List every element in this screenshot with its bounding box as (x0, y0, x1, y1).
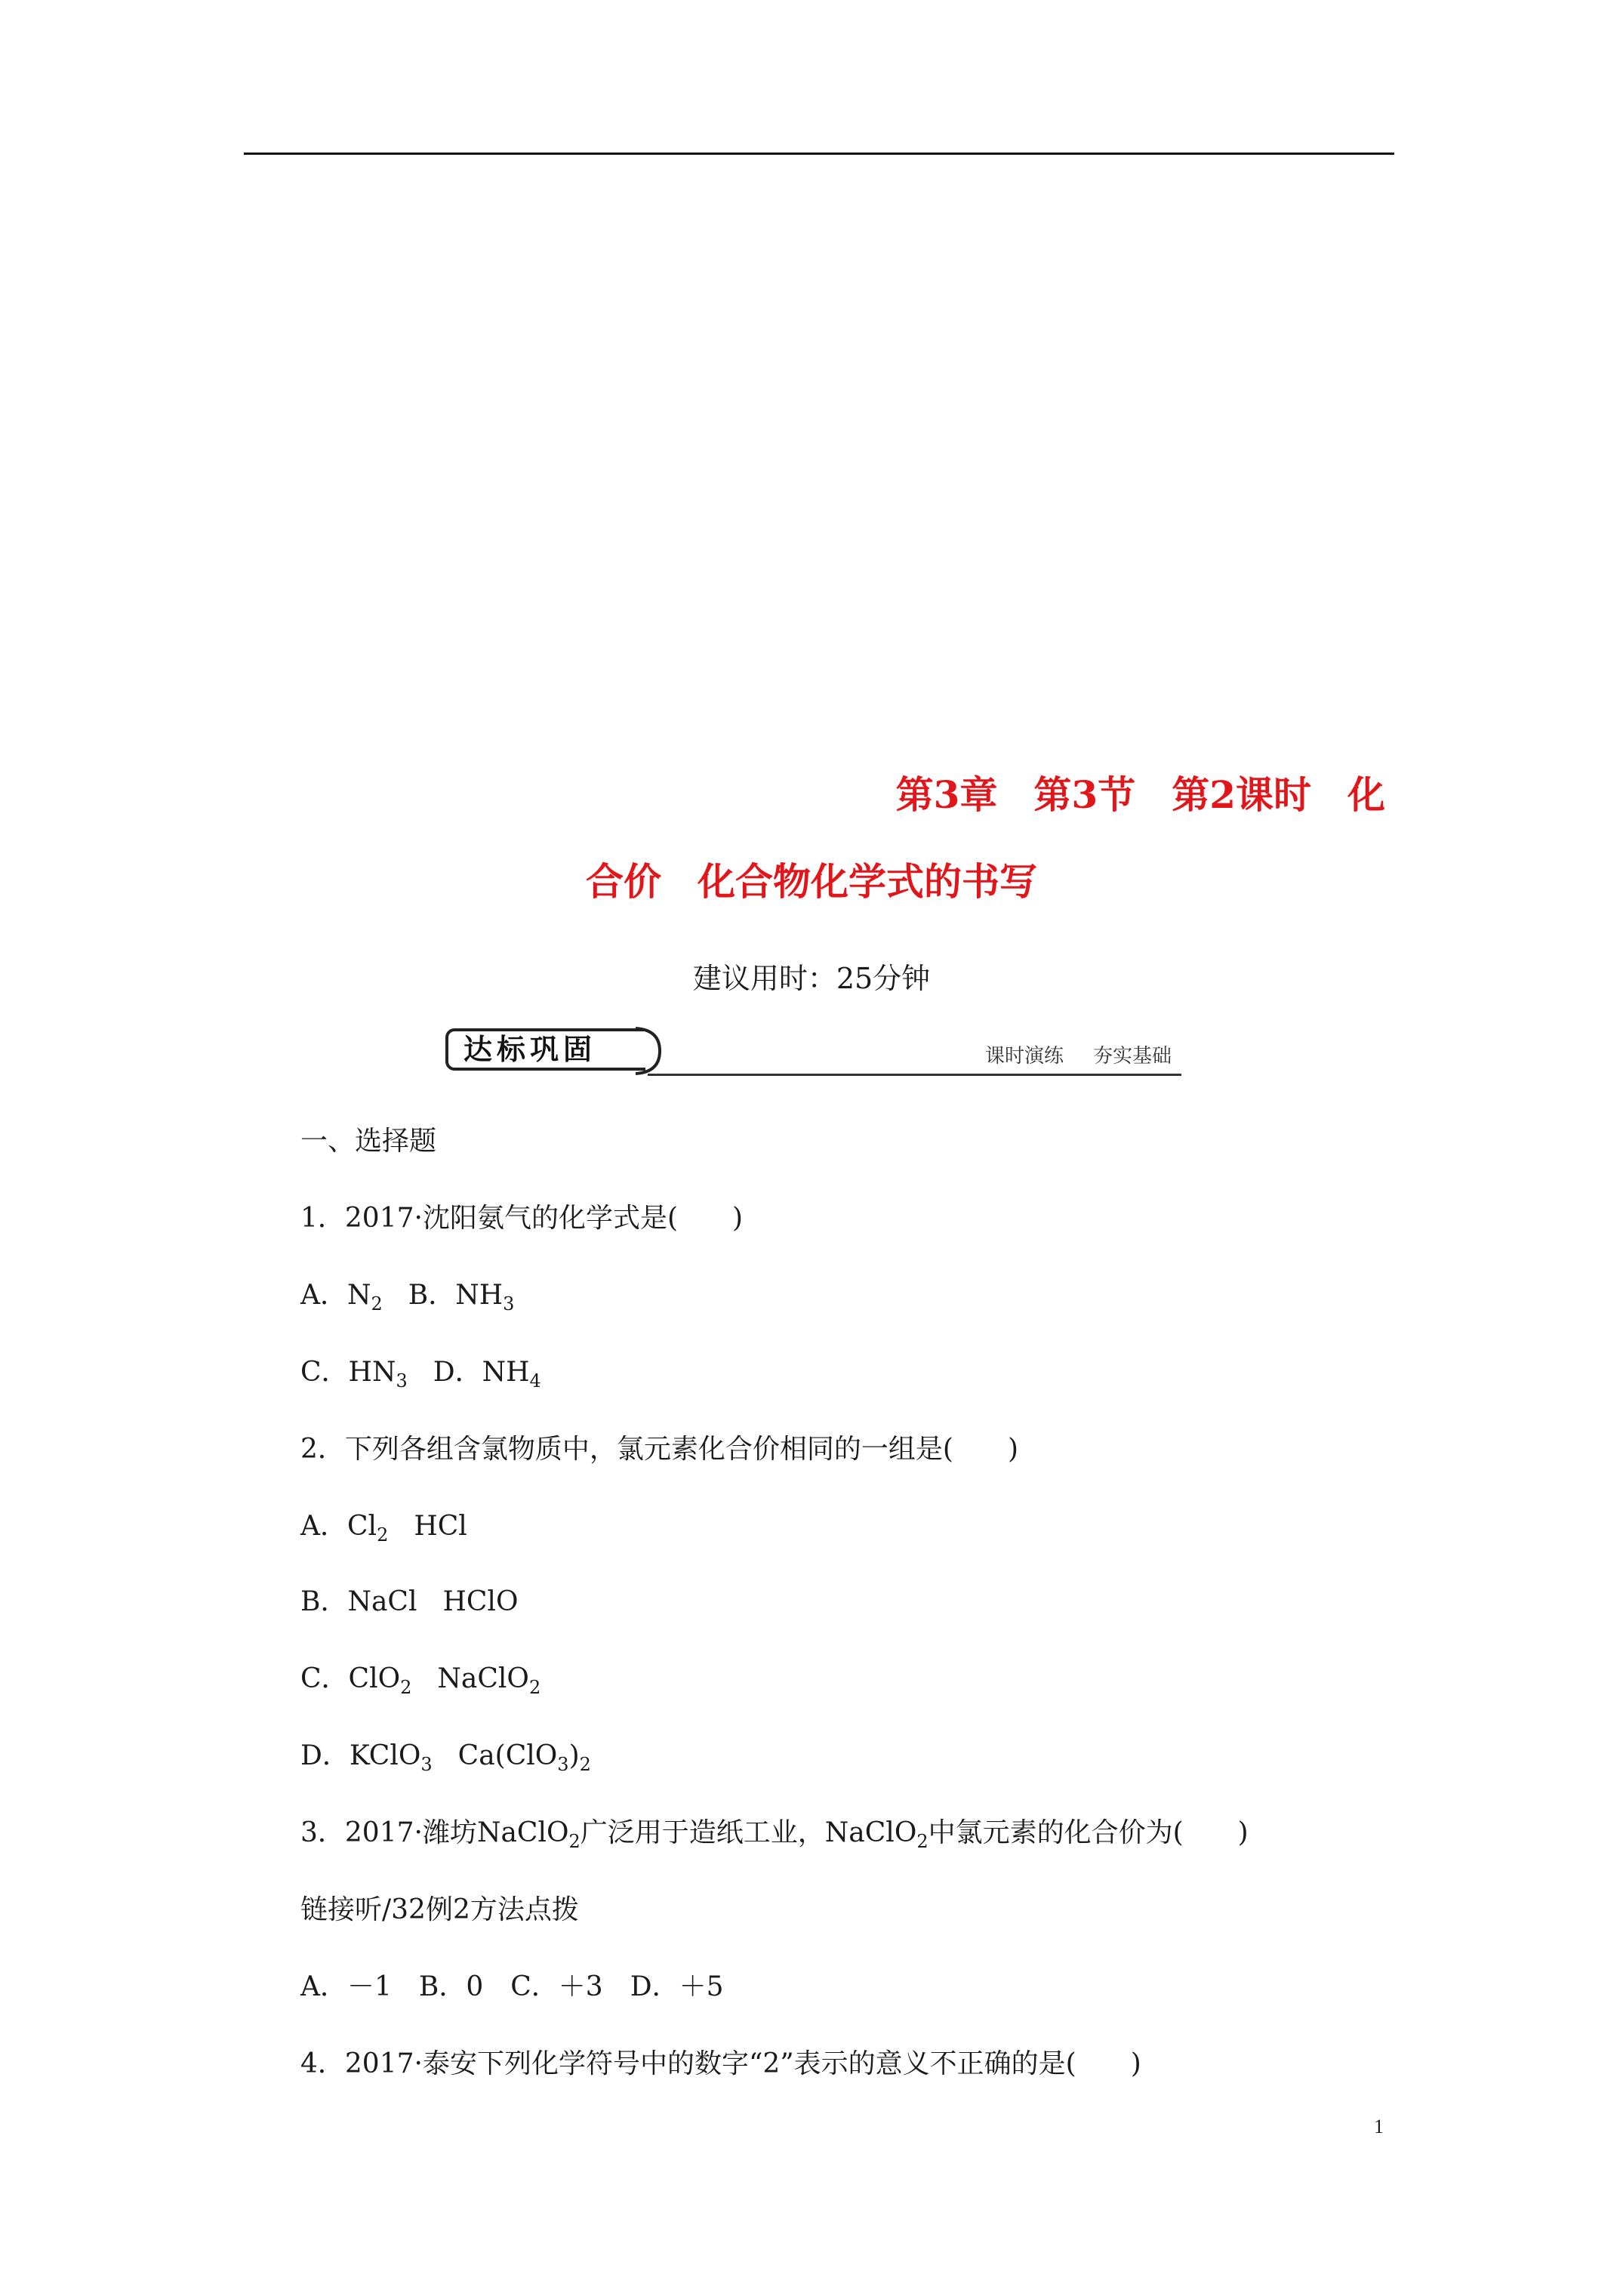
section-banner (445, 1025, 1181, 1078)
question-4-stem: 4．2017·泰安下列化学符号中的数字“2”表示的意义不正确的是( ) (300, 2048, 1141, 2079)
suggested-time: 建议用时：25分钟 (692, 962, 931, 995)
question-3-options: A．－1 B．0 C．＋3 D．＋5 (300, 1971, 724, 2002)
title-chapter: 第3章 (895, 772, 998, 817)
question-3-stem: 3．2017·潍坊NaClO$_2$广泛用于造纸工业，NaClO$_2$中氯元素的化合价为( ) (300, 1817, 1249, 1852)
section-heading: 一、选择题 (300, 1126, 437, 1157)
document-title-line1 (896, 772, 1385, 818)
question-1-options-cd: C．$HN_3$ D．$NH_4$ (300, 1357, 541, 1391)
title-section: 第3节 (1033, 772, 1136, 817)
document-title-line2 (0, 859, 1623, 905)
page-number: 1 (1374, 2116, 1384, 2137)
header-rule (244, 153, 1394, 155)
q2-option-c: C．ClO$_2$ NaClO$_2$ (300, 1663, 541, 1698)
q1-option-c: C．HN (300, 1357, 396, 1388)
title-lesson: 第2课时 (1172, 772, 1311, 817)
question-2-stem: 2．下列各组含氯物质中，氯元素化合价相同的一组是( ) (300, 1434, 1018, 1465)
q2-option-a: A．$Cl_2$ HCl (300, 1511, 467, 1546)
q2-option-d: D．KClO$_3$ $Ca(ClO_3)_2$ (300, 1740, 591, 1775)
title-topic-start: 化 (1347, 772, 1385, 817)
q2-option-b: B．NaCl HClO (300, 1586, 519, 1617)
question-3-link: 链接听/32例2方法点拨 (300, 1894, 579, 1925)
q1-option-b: B．NH (408, 1280, 504, 1311)
banner-badge-edge (634, 1025, 664, 1078)
q1-option-a: A．N (300, 1280, 371, 1311)
banner-tag-practice: 课时演练 (985, 1045, 1064, 1068)
banner-badge: 达标巩固 (445, 1028, 645, 1071)
title-topic-end: 合价 (586, 859, 661, 904)
q1-option-d: D．NH (433, 1357, 530, 1388)
banner-tag-foundation: 夯实基础 (1093, 1045, 1172, 1068)
title-subtopic: 化合物化学式的书写 (698, 859, 1037, 904)
question-1-options-ab: A．$N_2$ B．$NH_3$ (300, 1280, 515, 1314)
banner-rule (648, 1074, 1181, 1076)
question-1-stem: 1．2017·沈阳氨气的化学式是( ) (300, 1203, 744, 1234)
